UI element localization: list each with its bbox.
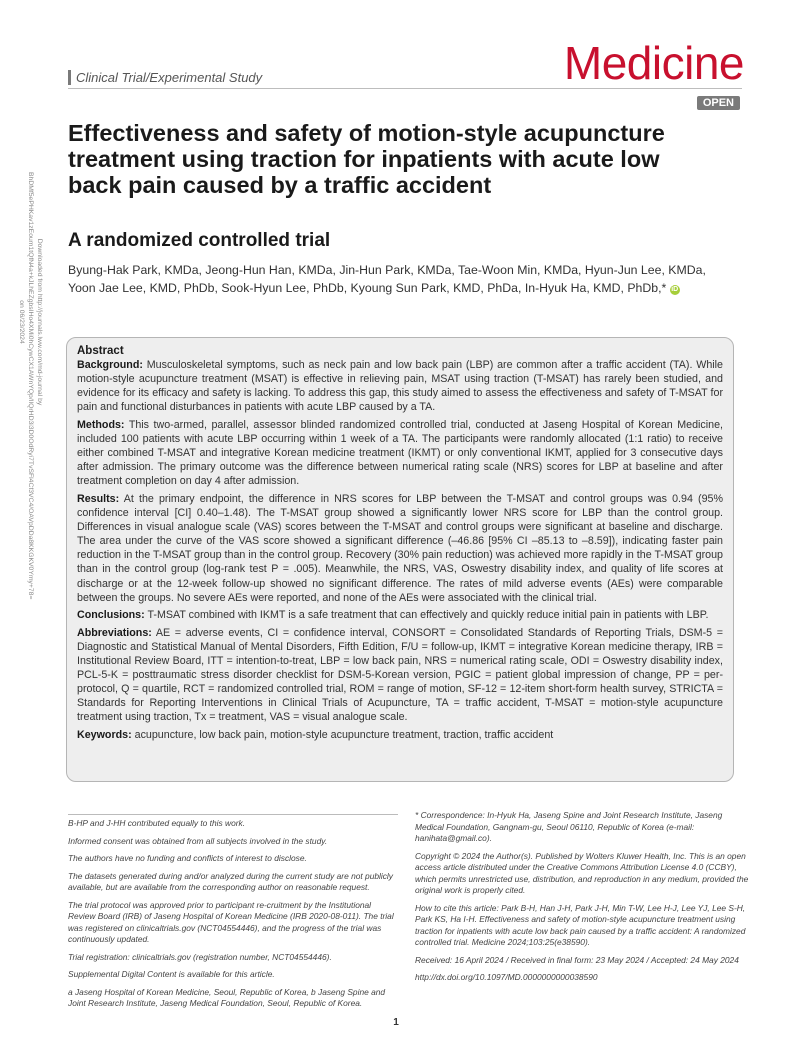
footnote-data-availability: The datasets generated during and/or analyzed during the current study are not publicly available, but are available from the corresponding author on reasonable request.	[68, 870, 393, 892]
methods-text: This two-armed, parallel, assessor blinded randomized controlled trial, conducted at Jaseng Hospital of Korean Medicine, included 100 patients with acute LBP occurring within 1 week of a TA. The participants were randomly allocated (1:1 ratio) to receive either combined T-MSAT and integrative Korean medicine treatment (IKMT) or only conventional IKMT, applied for 3 consecutive days after admission. The primary outcome was the difference between numerical rating scale (NRS) scores for LBP at baseline and after treatment completion on day 4 after admission.	[77, 418, 723, 488]
article-subtitle: A randomized controlled trial	[68, 230, 331, 251]
footnote-registration: Trial registration: clinicaltrials.gov (registration number, NCT04554446).	[68, 951, 332, 962]
page-number: 1	[393, 1017, 399, 1028]
author-line-1: Byung-Hak Park, KMDa, Jeong-Hun Han, KMDa, Jin-Hun Park, KMDa, Tae-Woon Min, KMDa, Hyun-Jun Lee, KMDa,	[68, 263, 706, 277]
abbreviations-text: AE = adverse events, CI = confidence interval, CONSORT = Consolidated Standards of Reporting Trials, DSM-5 = Diagnostic and Statistical Manual of Mental Disorders, Fifth Edition, F/U = follow-up, IKMT = integrative Korean medicine therapy, IRB = Institutional Review Board, ITT = intention-to-treat, LBP = low back pain, NRS = numerical rating scale, ODI = Oswestry disability index, PCL-5-K = posttraumatic stress disorder checklist for DSM-5-Korean version, PGIC = patient global impression of change, PP = per-protocol, Q = quartile, RCT = randomized controlled trial, ROM = range of motion, SF-12 = 12-item short-form health survey, STRICTA = Standards for Reporting Interventions in Clinical Trials of Acupuncture, TA = traffic accident, T-MSAT = motion-style acupuncture treatment using traction, Tx = treatment, VAS = visual analogue scale.	[77, 626, 723, 724]
abstract-conclusions	[77, 608, 723, 622]
author-line-2-text: Yoon Jae Lee, KMD, PhDb, Sook-Hyun Lee, PhDb, Kyoung Sun Park, KMD, PhDa, In-Hyuk Ha, KMD, PhDb,*	[68, 281, 667, 295]
footnote-equal-contribution: B-HP and J-HH contributed equally to this work.	[68, 818, 246, 828]
footnote-dates: Received: 16 April 2024 / Received in final form: 23 May 2024 / Accepted: 24 May 2024	[415, 954, 739, 965]
doi-link[interactable]: http://dx.doi.org/10.1097/MD.0000000000038590	[415, 972, 598, 982]
results-text: At the primary endpoint, the difference in NRS scores for LBP between the T-MSAT and control groups was 0.94 (95% confidence interval [CI] 0.40–1.48). The T-MSAT group showed a significantly lower NRS score for LBP than the control group. Differences in visual analogue scale (VAS) scores between the T-MSAT and control groups were significant at baseline and discharge. The area under the curve of the VAS score showed a significant difference (–46.86 [95% CI –85.13 to –8.59]), indicating faster pain reduction in the T-MSAT group than in the control group. Recovery (30% pain reduction) was achieved more rapidly in the T-MSAT group than in the control group (log-rank test P = .005). Meanwhile, the NRS, VAS, Oswestry disability index, and quality of life scores at discharge or at the 12-week follow-up showed no significant difference. The rates of mild adverse events (AEs) were comparable between the groups. No severe AEs were reported, and none of the AEs were associated with the clinical trial.	[77, 492, 723, 604]
abstract-results	[77, 492, 723, 605]
conclusions-text: T-MSAT combined with IKMT is a safe treatment that can effectively and quickly reduce initial pain in patients with LBP.	[147, 609, 709, 622]
abstract-box	[66, 337, 734, 782]
conclusions-label: Conclusions:	[77, 609, 145, 622]
journal-logo[interactable]: Medicine	[563, 37, 744, 89]
footnote-correspondence: * Correspondence: In-Hyuk Ha, Jaseng Spine and Joint Research Institute, Jaseng Medical Foundation, Gangnam-gu, Seoul 06110, Republic of Korea (e-mail: hanihata@gmail.co).	[415, 810, 723, 843]
footnotes-left	[68, 818, 398, 1016]
background-text: Musculoskeletal symptoms, such as neck pain and low back pain (LBP) are common after a traffic accident (TA). While motion-style acupuncture treatment (MSAT) is effective in relieving pain, MSAT using traction (T-MSAT) has rarely been studied, and evidence for its efficacy and safety is lacking. To address this gap, this study aimed to assess the effectiveness and safety of T-MSAT for pain and functional disturbances in patients with acute LBP caused by a TA.	[77, 359, 723, 414]
results-label: Results:	[77, 492, 120, 505]
abstract-methods	[77, 418, 723, 488]
footnotes-right	[415, 810, 750, 990]
orcid-icon[interactable]: iD	[671, 286, 679, 293]
methods-label: Methods:	[77, 418, 125, 431]
abbreviations-label: Abbreviations:	[77, 626, 152, 639]
footnote-copyright: Copyright © 2024 the Author(s). Published by Wolters Kluwer Health, Inc. This is an open access article distributed under the Creative Commons Attribution License 4.0 (CCBY), which permits unrestricted use, distribution, and reproduction in any medium, provided the original work is properly cited.	[415, 850, 749, 895]
open-access-badge: OPEN	[697, 96, 740, 110]
section-label: Clinical Trial/Experimental Study	[68, 70, 262, 85]
author-list	[68, 261, 748, 297]
abstract-keywords	[77, 728, 723, 742]
article-title: Effectiveness and safety of motion-style acupuncture treatment using traction for inpatients with acute low back pain caused by a traffic accident	[68, 120, 665, 198]
footnote-divider	[68, 814, 398, 815]
footnote-irb: The trial protocol was approved prior to participant re-cruitment by the Institutional Review Board (IRB) of Jaseng Hospital of Korean Medicine (IRB 2020-08-011). The trial was registered on clinicaltrials.gov (NCT04554446), and the progress of the trial was continuously updated.	[68, 899, 394, 944]
abstract-abbreviations	[77, 626, 723, 725]
footnote-funding: The authors have no funding and conflicts of interest to disclose.	[68, 853, 307, 863]
keywords-text: acupuncture, low back pain, motion-style acupuncture treatment, traction, traffic accident	[134, 728, 554, 741]
abstract-background	[77, 358, 723, 414]
footnote-affiliations: a Jaseng Hospital of Korean Medicine, Seoul, Republic of Korea, b Jaseng Spine and Joint Research Institute, Jaseng Medical Foundation, Seoul, Republic of Korea.	[68, 986, 386, 1008]
footnote-consent: Informed consent was obtained from all subjects involved in the study.	[68, 835, 328, 846]
background-label: Background:	[77, 359, 143, 372]
download-watermark: Downloaded from http://journals.lww.com/md-journal by BhDMf5ePHKav1zEoum1tQfN4a+kJLhEZgbsIHo4XMi0hCywCX1AWnYQp/IlQrHD3i3D0OdRyi7TvSFl4Cf3VC4/OAVpDDa8KKGKV0Ymy+78= on 06/23/2024	[18, 172, 43, 600]
abstract-heading: Abstract	[77, 345, 124, 357]
footnote-citation: How to cite this article: Park B-H, Han J-H, Park J-H, Min T-W, Lee H-J, Lee YJ, Lee S-H, Park KS, Ha I-H. Effectiveness and safety of motion-style acupuncture treatment using traction for inpatients with acute low back pain caused by a traffic accident: A randomized controlled trial. Medicine 2024;103:25(e38590).	[415, 902, 746, 947]
footnote-supplemental: Supplemental Digital Content is available for this article.	[68, 969, 275, 979]
keywords-label: Keywords:	[77, 728, 132, 741]
author-line-2	[68, 279, 748, 297]
